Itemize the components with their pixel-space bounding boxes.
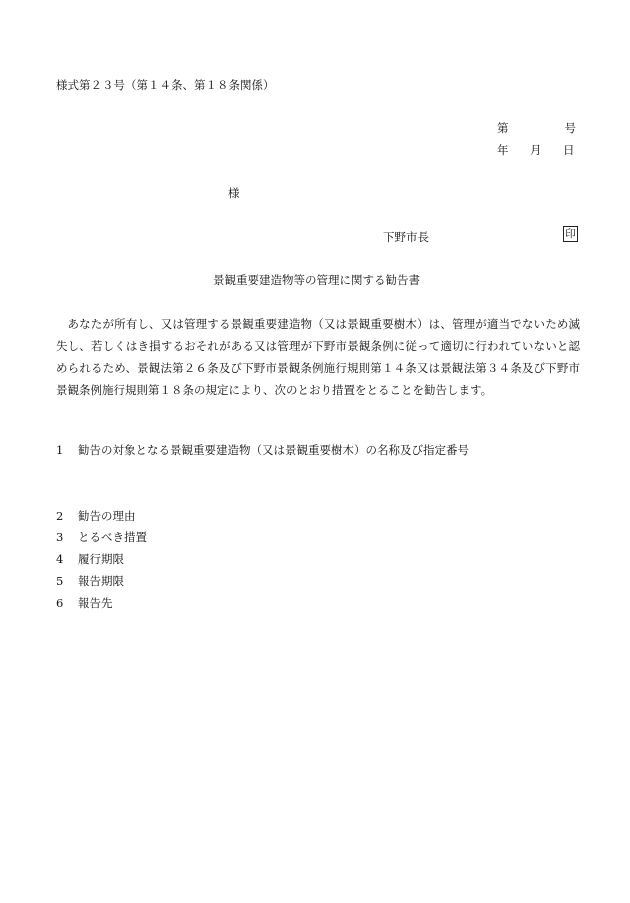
item-text: 履行期限 bbox=[78, 552, 124, 566]
doc-number-prefix: 第 bbox=[497, 121, 509, 135]
document-number bbox=[497, 120, 576, 136]
body-text: あなたが所有し、又は管理する景観重要建造物（又は景観重要樹木）は、管理が適当でないため滅失し、若しくはき損するおそれがある又は管理が下野市景観条例に従って適切に行われていないと認められるため、景観法第２６条及び下野市景観条例施行規則第１４条又は景観法第３４条及び下野市景観条例施行規則第１８条の規定により、次のとおり措置をとることを勧告します。 bbox=[56, 317, 580, 397]
date-year: 年 bbox=[497, 143, 509, 157]
list-item bbox=[56, 508, 136, 524]
item-number: 3 bbox=[56, 530, 64, 544]
addressee: 様 bbox=[228, 186, 240, 200]
item-number: 1 bbox=[56, 443, 64, 457]
item-number: 4 bbox=[56, 552, 64, 566]
list-item bbox=[56, 529, 147, 545]
item-text: 報告期限 bbox=[78, 574, 124, 588]
item-number: 6 bbox=[56, 596, 64, 610]
document-title: 景観重要建造物等の管理に関する勧告書 bbox=[213, 273, 420, 287]
list-item bbox=[56, 573, 124, 589]
date-month: 月 bbox=[530, 143, 542, 157]
issue-date bbox=[497, 142, 575, 158]
item-text: 報告先 bbox=[78, 596, 113, 610]
date-day: 日 bbox=[563, 143, 575, 157]
item-text: 勧告の対象となる景観重要建造物（又は景観重要樹木）の名称及び指定番号 bbox=[78, 443, 469, 457]
item-number: 5 bbox=[56, 574, 64, 588]
form-number: 様式第２３号（第１４条、第１８条関係） bbox=[56, 78, 275, 92]
seal-stamp: 印 bbox=[563, 226, 578, 242]
list-item bbox=[56, 442, 469, 458]
list-item bbox=[56, 595, 113, 611]
item-text: とるべき措置 bbox=[78, 530, 147, 544]
item-number: 2 bbox=[56, 509, 64, 523]
item-text: 勧告の理由 bbox=[78, 509, 136, 523]
list-item bbox=[56, 551, 124, 567]
sender: 下野市長 bbox=[383, 230, 429, 244]
doc-number-suffix: 号 bbox=[564, 121, 576, 135]
